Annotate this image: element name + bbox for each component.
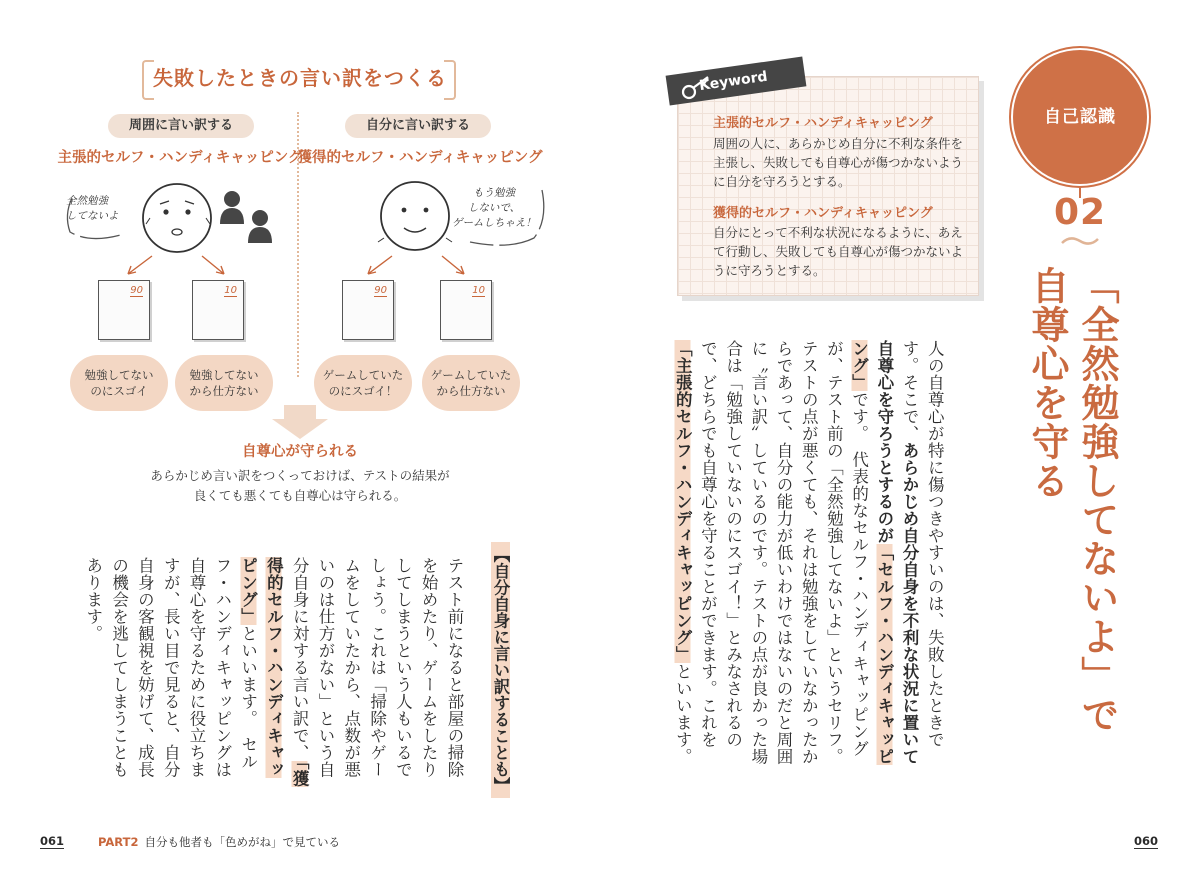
right-body-text (670, 340, 947, 780)
arrow-down-icon (100, 252, 540, 278)
face-icon (143, 184, 211, 252)
subtitle-left: 主張的セルフ・ハンディキャッピング (57, 150, 303, 166)
face-icon (378, 182, 452, 250)
left-body-term: 「獲得的セルフ・ハンディキャッピング」 (238, 557, 310, 787)
test-paper (192, 280, 244, 340)
reaction-cloud: ゲームしていた から仕方ない (422, 355, 520, 411)
pill-right: 自分に言い訳する (345, 114, 491, 138)
test-paper (342, 280, 394, 340)
score-mark: 90 (374, 285, 387, 296)
person-icon (220, 191, 272, 243)
score-mark: 10 (472, 285, 485, 296)
speech-right: もう勉強 しないで、 ゲームしちゃえ！ (452, 187, 536, 229)
sidebar-heading (488, 542, 512, 794)
left-body-pre: テスト前になると部屋の掃除を始めたり、ゲームをしたりしてしまうという人もいるでしょう。これは「掃除やゲームをしていたから、点数が悪いのは仕方がない」という自分自身に対する言い訳で、 (290, 557, 464, 778)
part-title: 自分も他者も「色めがね」で見ている (144, 835, 340, 849)
right-body-c: 「セルフ・ハンディキャッピング」 (849, 340, 894, 765)
keyword-desc-2: 自分にとって不利な状況になるように、あえて行動し、失敗しても自尊心が傷つかないように守ろうとする。 (713, 225, 964, 278)
result-title: 自尊心が守られる (242, 444, 358, 460)
test-paper (98, 280, 150, 340)
right-body-a: 人の自尊心が特に傷つきやすいのは、失敗したときです。そこで、 (900, 340, 945, 748)
reaction-cloud: ゲームしていた のにスゴイ！ (314, 355, 412, 411)
score-mark: 90 (130, 285, 143, 296)
tilde-ornament-icon (1060, 234, 1100, 248)
title-line-2: 自尊心を守る (1025, 266, 1069, 500)
title-line-1: 「全然勉強してないよ」で (1075, 266, 1119, 734)
score-mark: 10 (224, 285, 237, 296)
left-body-text (80, 557, 467, 787)
right-body-d: です。 代表的なセルフ・ハンディキャッピングが、テスト前の「全然勉強してないよ」というセリフ。テストの点が悪くても、それは勉強をしていなかったからであって、自分の能力が低いわけではないのだと周囲に〝言い訳〟しているのです。テストの点が良かった場合は「勉強していないのにスゴイ！」とみなされるので、どちらでも自尊心を守ることができます。これを (698, 340, 869, 765)
running-header (98, 834, 340, 850)
subtitle-right: 獲得的セルフ・ハンディキャッピング (297, 150, 543, 166)
keyword-term-1: 主張的セルフ・ハンディキャッピング (713, 116, 933, 131)
right-body-b: あらかじめ自分自身を不利な状況に置いて自尊心を守ろうとするのが (874, 340, 920, 765)
figure-divider (297, 112, 299, 377)
keyword-desc-1: 周囲の人に、あらかじめ自分に不利な条件を主張し、失敗しても自尊心が傷つかないように自分を守ろうとする。 (713, 136, 964, 189)
pill-left: 周囲に言い訳する (108, 114, 254, 138)
category-label: 自己認識 (1044, 107, 1116, 127)
test-paper (440, 280, 492, 340)
page-number-left: 061 (40, 834, 65, 848)
right-body-e: 「主張的セルフ・ハンディキャッピング」 (673, 340, 693, 663)
arrow-down-icon (270, 405, 330, 439)
keyword-tab-label: Keyword (698, 68, 769, 95)
page-number-right: 060 (1134, 834, 1159, 848)
reaction-cloud: 勉強してない のにスゴイ (70, 355, 168, 411)
left-footer (40, 834, 560, 852)
figure-title: 失敗したときの言い訳をつくる (153, 66, 447, 90)
right-body-f: といいます。 (673, 663, 693, 765)
speech-left: 全然勉強 してないよ (66, 195, 119, 222)
section-number: 02 (1053, 192, 1107, 233)
result-description: あらかじめ言い訳をつくっておけば、テストの結果が 良くても悪くても自尊心は守られる。 (150, 468, 450, 503)
left-body-post: といいます。 セルフ・ハンディキャッピングは自尊心を守るために役立ちますが、長い目で見ると、自分自身の客観視を妨げて、成長の機会を逃してしまうこともあります。 (83, 557, 258, 778)
keyword-term-2: 獲得的セルフ・ハンディキャッピング (713, 206, 933, 221)
sidebar-heading-text: 【自分自身に言い訳することも】 (491, 542, 510, 798)
part-label: PART2 (98, 835, 139, 849)
reaction-cloud: 勉強してない から仕方ない (175, 355, 273, 411)
key-icon (680, 72, 714, 102)
